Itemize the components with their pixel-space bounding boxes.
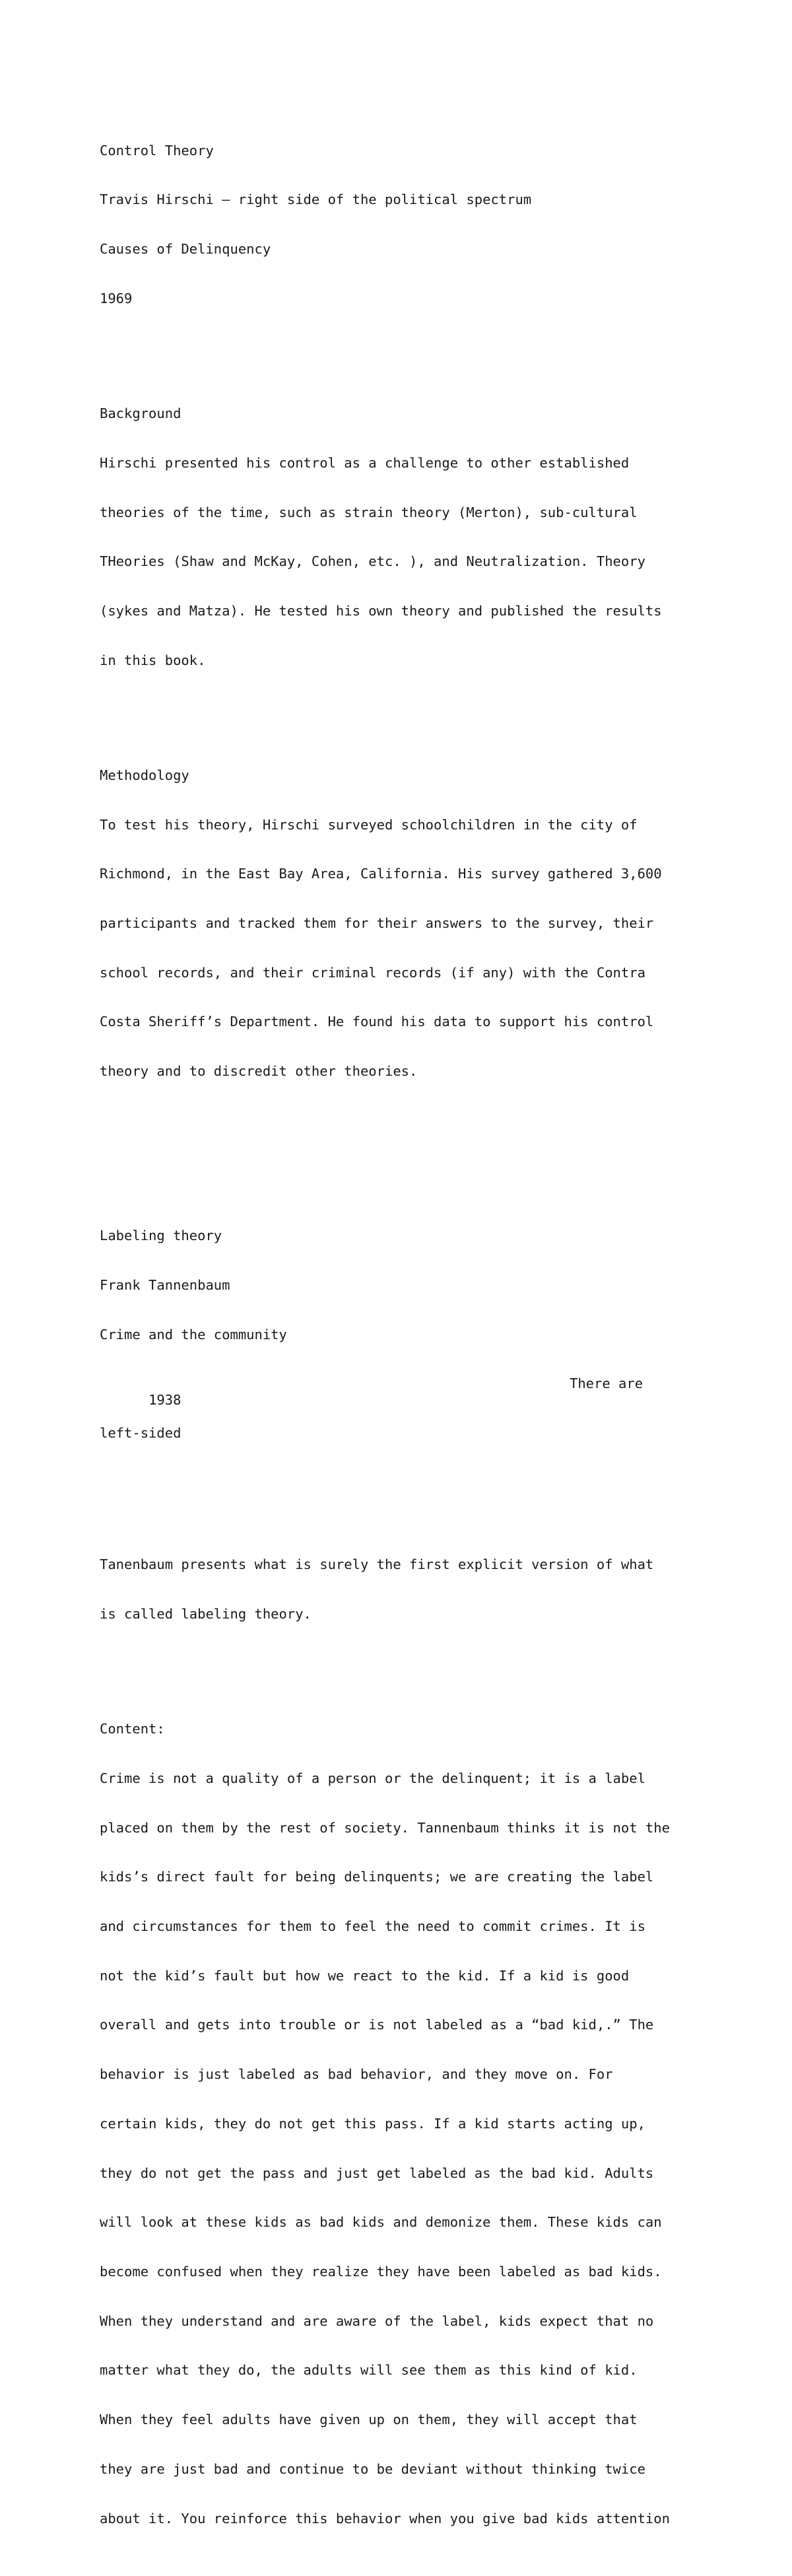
background-line: Hirschi presented his control as a challenge to other established xyxy=(100,454,630,471)
background-line: in this book. xyxy=(100,652,206,668)
blank-line xyxy=(100,1655,694,1672)
methodology-line: To test his theory, Hirschi surveyed schoolchildren in the city of xyxy=(100,816,638,833)
background-heading: Background xyxy=(100,405,182,422)
labeling-theory-author: Frank Tannenbaum xyxy=(100,1276,230,1293)
content-line: about it. You reinforce this behavior when you give bad kids attention xyxy=(100,2510,670,2526)
background-line: THeories (Shaw and McKay, Cohen, etc. ), and Neutralization. Theory xyxy=(100,553,645,570)
labeling-year-row xyxy=(100,1375,694,1409)
content-line: overall and gets into trouble or is not labeled as a “bad kid,.” The xyxy=(100,2017,654,2033)
blank-line xyxy=(100,701,694,718)
content-line: and circumstances for them to feel the need to commit crimes. It is xyxy=(100,1918,645,1935)
content-heading: Content: xyxy=(100,1721,165,1737)
content-line: placed on them by the rest of society. Tannenbaum thinks it is not the xyxy=(100,1819,670,1836)
methodology-line: Costa Sheriff’s Department. He found his data to support his control xyxy=(100,1014,654,1030)
labeling-intro-line: is called labeling theory. xyxy=(100,1605,312,1622)
control-theory-author: Travis Hirschi – right side of the political spectrum xyxy=(100,191,532,208)
blank-line xyxy=(100,340,694,357)
side-note-left: left-sided xyxy=(100,1425,182,1442)
methodology-line: theory and to discredit other theories. xyxy=(100,1063,418,1080)
blank-space xyxy=(100,1475,694,1508)
content-line: they are just bad and continue to be deviant without thinking twice xyxy=(100,2460,645,2477)
control-theory-book: Causes of Delinquency xyxy=(100,241,271,258)
content-line: matter what they do, the adults will see them as this kind of kid. xyxy=(100,2362,638,2379)
content-line: kids’s direct fault for being delinquents; we are creating the label xyxy=(100,1869,654,1885)
methodology-line: participants and tracked them for their answers to the survey, their xyxy=(100,915,654,932)
labeling-theory-book: Crime and the community xyxy=(100,1326,287,1342)
content-line: When they feel adults have given up on them, they will accept that xyxy=(100,2412,638,2428)
document-body xyxy=(100,93,694,2576)
methodology-line: Richmond, in the East Bay Area, California. His survey gathered 3,600 xyxy=(100,866,662,882)
blank-space xyxy=(100,1113,694,1179)
content-line: certain kids, they do not get this pass. If a kid starts acting up, xyxy=(100,2115,645,2132)
content-line: When they understand and are aware of the label, kids expect that no xyxy=(100,2313,654,2329)
content-line: Crime is not a quality of a person or the delinquent; it is a label xyxy=(100,1770,645,1786)
content-line: they do not get the pass and just get labeled as the bad kid. Adults xyxy=(100,2165,654,2181)
methodology-heading: Methodology xyxy=(100,767,189,783)
control-theory-year: 1969 xyxy=(100,290,133,306)
side-note-right: There are xyxy=(570,1375,644,1392)
content-line: will look at these kids as bad kids and demonize them. These kids can xyxy=(100,2214,662,2231)
content-line: become confused when they realize they have been labeled as bad kids. xyxy=(100,2263,662,2280)
background-line: (sykes and Matza). He tested his own theory and published the results xyxy=(100,602,662,619)
labeling-theory-title: Labeling theory xyxy=(100,1228,222,1244)
background-line: theories of the time, such as strain theory (Merton), sub-cultural xyxy=(100,504,638,520)
content-line: not the kid’s fault but how we react to the kid. If a kid is good xyxy=(100,1967,630,1984)
labeling-theory-year: 1938 xyxy=(148,1392,182,1409)
content-line: behavior is just labeled as bad behavior, and they move on. For xyxy=(100,2066,613,2083)
labeling-intro-line: Tanenbaum presents what is surely the first explicit version of what xyxy=(100,1556,654,1573)
control-theory-title: Control Theory xyxy=(100,142,214,158)
methodology-line: school records, and their criminal records (if any) with the Contra xyxy=(100,964,645,981)
